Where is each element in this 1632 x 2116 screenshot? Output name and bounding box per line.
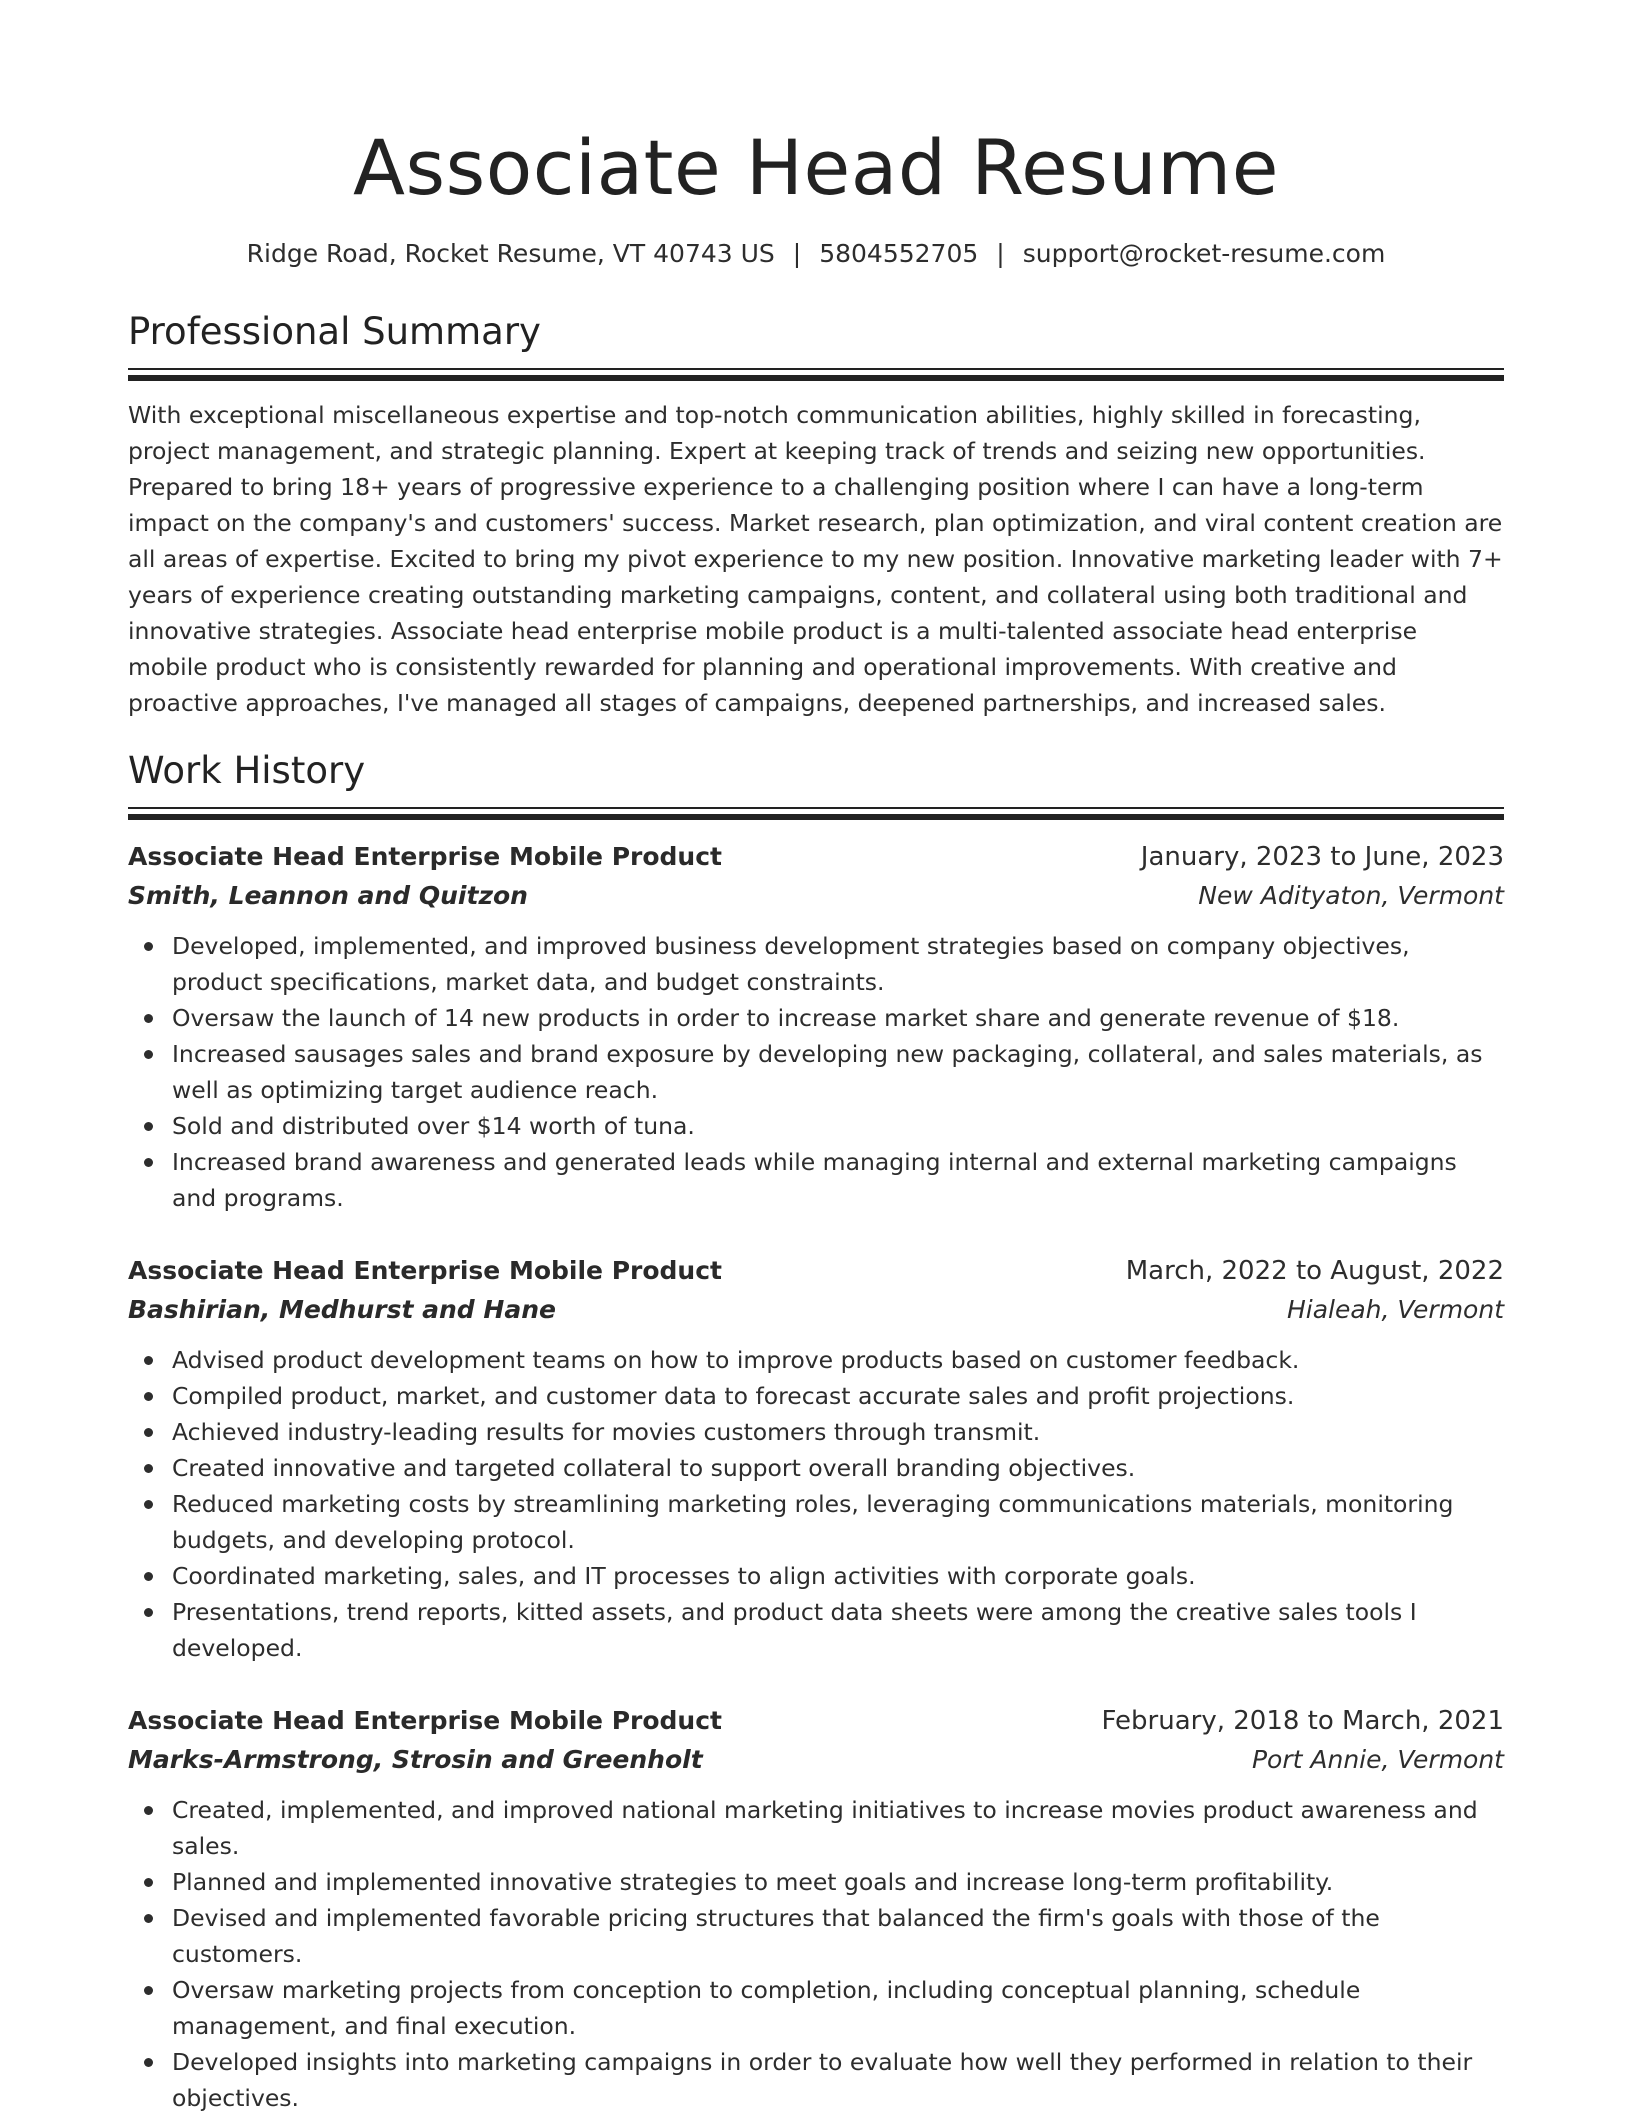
- job-bullet: [172, 1036, 1504, 1108]
- job-list: [128, 838, 1504, 2116]
- job-bullet: [172, 1414, 1504, 1450]
- job-bullet-text: Created, implemented, and improved national marketing initiatives to increase movies product awareness and sales.: [172, 1796, 1478, 1860]
- job-bullet-list: [128, 1342, 1504, 1666]
- job-bullet-text: Achieved industry-leading results for movies customers through transmit.: [172, 1418, 1041, 1446]
- job-bullet-list: [128, 1792, 1504, 2116]
- job-bullet: [172, 2044, 1504, 2116]
- bullet-dot-icon: [144, 1464, 153, 1473]
- bullet-dot-icon: [144, 1392, 153, 1401]
- job-bullet: [172, 1486, 1504, 1558]
- job-bullet: [172, 1558, 1504, 1594]
- job-dates: February, 2018 to March, 2021: [1101, 1706, 1504, 1736]
- job-bullet-text: Compiled product, market, and customer data to forecast accurate sales and profit projections.: [172, 1382, 1295, 1410]
- work-history-heading: Work History: [128, 749, 366, 792]
- job-bullet-text: Devised and implemented favorable pricing structures that balanced the firm's goals with those of the customers.: [172, 1904, 1380, 1968]
- job-bullet: [172, 1342, 1504, 1378]
- job-company-row: [128, 876, 1504, 916]
- job-dates: January, 2023 to June, 2023: [1140, 842, 1504, 872]
- job-bullet: [172, 1972, 1504, 2044]
- job-bullet-text: Advised product development teams on how to improve products based on customer feedback.: [172, 1346, 1300, 1374]
- job-company: Marks-Armstrong, Strosin and Greenholt: [128, 1745, 703, 1774]
- job-bullet: [172, 1594, 1504, 1666]
- bullet-dot-icon: [144, 942, 153, 951]
- job-bullet-text: Developed, implemented, and improved business development strategies based on company objectives, product specifications, market data, and budget constraints.: [172, 932, 1410, 996]
- job-bullet-text: Sold and distributed over $14 worth of tuna.: [172, 1112, 695, 1140]
- job-bullet-text: Increased sausages sales and brand exposure by developing new packaging, collateral, and sales materials, as well as optimizing target audience reach.: [172, 1040, 1483, 1104]
- job-bullet: [172, 1864, 1504, 1900]
- bullet-dot-icon: [144, 1014, 153, 1023]
- bullet-dot-icon: [144, 1608, 153, 1617]
- job-company: Smith, Leannon and Quitzon: [128, 881, 528, 910]
- job-bullet-text: Created innovative and targeted collateral to support overall branding objectives.: [172, 1454, 1136, 1482]
- job-title-row: [128, 1702, 1504, 1740]
- job-bullet-list: [128, 928, 1504, 1216]
- contact-separator: |: [792, 239, 802, 268]
- bullet-dot-icon: [144, 1986, 153, 1995]
- bullet-dot-icon: [144, 1500, 153, 1509]
- job-dates: March, 2022 to August, 2022: [1125, 1256, 1504, 1286]
- bullet-dot-icon: [144, 1050, 153, 1059]
- job-bullet-text: Reduced marketing costs by streamlining marketing roles, leveraging communications materials, monitoring budgets, and developing protocol.: [172, 1490, 1454, 1554]
- job-bullet-text: Oversaw marketing projects from conception to completion, including conceptual planning, schedule management, and final execution.: [172, 1976, 1361, 2040]
- job-location: Port Annie, Vermont: [1251, 1745, 1504, 1774]
- job-bullet-text: Coordinated marketing, sales, and IT processes to align activities with corporate goals.: [172, 1562, 1196, 1590]
- job-title: Associate Head Enterprise Mobile Product: [128, 1706, 722, 1735]
- job-bullet-text: Presentations, trend reports, kitted assets, and product data sheets were among the creative sales tools I developed.: [172, 1598, 1417, 1662]
- section-divider: [128, 368, 1504, 381]
- contact-line: [128, 238, 1504, 270]
- job-bullet: [172, 1792, 1504, 1864]
- job-bullet-text: Planned and implemented innovative strategies to meet goals and increase long-term profitability.: [172, 1868, 1334, 1896]
- job-title: Associate Head Enterprise Mobile Product: [128, 842, 722, 871]
- summary-heading: Professional Summary: [128, 310, 541, 353]
- job-entry: [128, 838, 1504, 1216]
- job-bullet: [172, 1144, 1504, 1216]
- bullet-dot-icon: [144, 1356, 153, 1365]
- job-bullet: [172, 1450, 1504, 1486]
- job-company-row: [128, 1740, 1504, 1780]
- job-bullet-text: Developed insights into marketing campaigns in order to evaluate how well they performed in relation to their objectives.: [172, 2048, 1473, 2112]
- summary-text: With exceptional miscellaneous expertise and top-notch communication abilities, highly skilled in forecasting, project management, and strategic planning. Expert at keeping track of trends and seizing new opportunities. Prepared to bring 18+ years of progressive experience to a challenging position where I can have a long-term impact on the company's and customers' success. Market research, plan optimization, and viral content creation are all areas of expertise. Excited to bring my pivot experience to my new position. Innovative marketing leader with 7+ years of experience creating outstanding marketing campaigns, content, and collateral using both traditional and innovative strategies. Associate head enterprise mobile product is a multi-talented associate head enterprise mobile product who is consistently rewarded for planning and operational improvements. With creative and proactive approaches, I've managed all stages of campaigns, deepened partnerships, and increased sales.: [128, 401, 1503, 717]
- section-divider: [128, 807, 1504, 820]
- bullet-dot-icon: [144, 1914, 153, 1923]
- bullet-dot-icon: [144, 1428, 153, 1437]
- bullet-dot-icon: [144, 2058, 153, 2067]
- job-bullet: [172, 1000, 1504, 1036]
- bullet-dot-icon: [144, 1572, 153, 1581]
- job-title: Associate Head Enterprise Mobile Product: [128, 1256, 722, 1285]
- job-bullet-text: Oversaw the launch of 14 new products in order to increase market share and generate revenue of $18.: [172, 1004, 1400, 1032]
- job-company: Bashirian, Medhurst and Hane: [128, 1295, 556, 1324]
- job-bullet: [172, 1900, 1504, 1972]
- job-bullet-text: Increased brand awareness and generated leads while managing internal and external marketing campaigns and programs.: [172, 1148, 1457, 1212]
- professional-summary-section: [128, 308, 1504, 721]
- work-history-section: [128, 747, 1504, 2116]
- contact-phone: 5804552705: [819, 239, 979, 268]
- bullet-dot-icon: [144, 1878, 153, 1887]
- bullet-dot-icon: [144, 1158, 153, 1167]
- contact-separator: |: [996, 239, 1005, 268]
- job-location: Hialeah, Vermont: [1286, 1295, 1504, 1324]
- bullet-dot-icon: [144, 1122, 153, 1131]
- job-title-row: [128, 838, 1504, 876]
- contact-email: support@rocket-resume.com: [1022, 239, 1386, 268]
- contact-address: Ridge Road, Rocket Resume, VT 40743 US: [246, 239, 775, 268]
- job-bullet: [172, 1108, 1504, 1144]
- job-location: New Adityaton, Vermont: [1198, 881, 1504, 910]
- job-entry: [128, 1252, 1504, 1666]
- job-bullet: [172, 928, 1504, 1000]
- resume-title: Associate Head Resume: [353, 123, 1279, 212]
- job-entry: [128, 1702, 1504, 2116]
- job-company-row: [128, 1290, 1504, 1330]
- bullet-dot-icon: [144, 1806, 153, 1815]
- job-bullet: [172, 1378, 1504, 1414]
- job-title-row: [128, 1252, 1504, 1290]
- resume-page: [128, 0, 1504, 2116]
